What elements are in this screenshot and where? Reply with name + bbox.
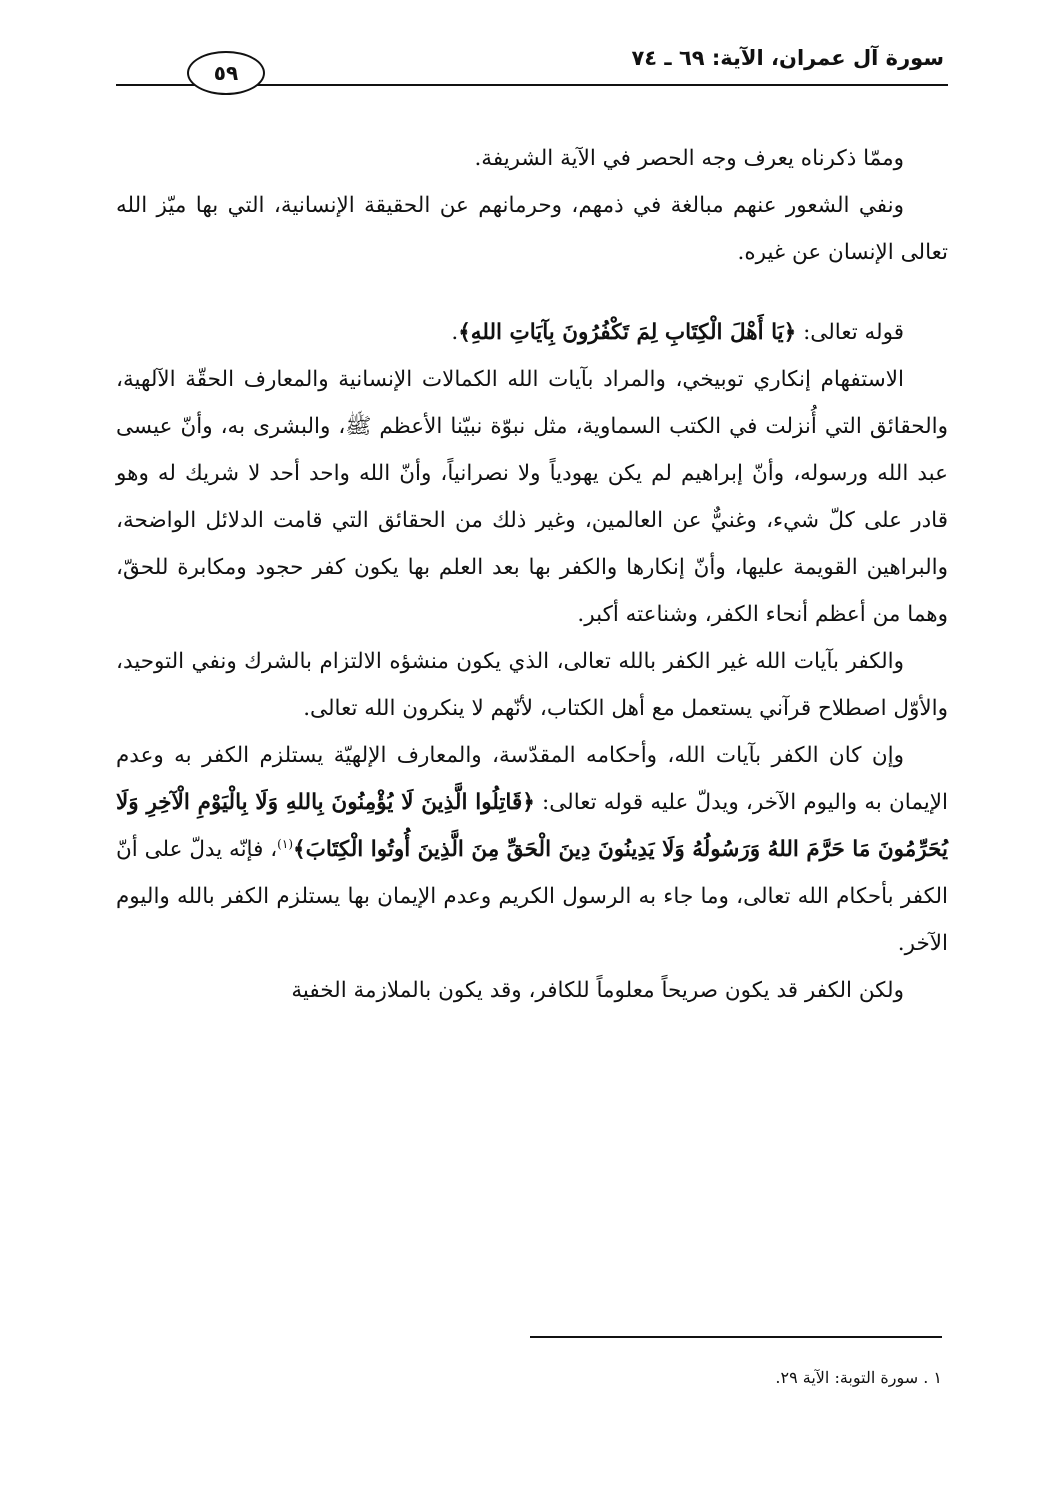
paragraph-6-rest: ، فإنّه يدلّ على أنّ الكفر بأحكام الله تعالى، وما جاء به الرسول الكريم وعدم الإيمان بها يستلزم الكفر بالله واليوم الآخر. xyxy=(116,837,948,956)
page-number: ٥٩ xyxy=(187,51,265,95)
paragraph-4: الاستفهام إنكاري توبيخي، والمراد بآيات الله الكمالات الإنسانية والمعارف الحقّة الآلهية، والحقائق التي أُنزلت في الكتب السماوية، مثل نبوّة نبيّنا الأعظم ﷺ، والبشرى به، وأنّ عيسى عبد الله ورسوله، وأنّ إبراهيم لم يكن يهودياً ولا نصرانياً، وأنّ الله واحد أحد لا شريك له وهو قادر على كلّ شيء، وغنيٌّ عن العالمين، وغير ذلك من الحقائق التي قامت الدلائل الواضحة، والبراهين القويمة عليها، وأنّ إنكارها والكفر بها بعد العلم بها يكون كفر حجود ومكابرة للحقّ، وهما من أعظم أنحاء الكفر، وشناعته أكبر. xyxy=(116,367,948,627)
quran-verse-tawba: ﴿قَاتِلُوا الَّذِينَ لَا يُؤْمِنُونَ بِاللهِ وَلَا بِالْيَوْمِ الْآخِرِ وَلَا يُحَرِّمُونَ مَا حَرَّمَ اللهُ وَرَسُولُهُ وَلَا يَدِينُونَ دِينَ الْحَقِّ مِنَ الَّذِينَ أُوتُوا الْكِتَابَ﴾ xyxy=(116,790,948,862)
paragraph-6 xyxy=(116,732,948,967)
footnote: ١ . سورة التوبة: الآية ٢٩. xyxy=(775,1368,942,1387)
paragraph-5: والكفر بآيات الله غير الكفر بالله تعالى، الذي يكون منشؤه الالتزام بالشرك ونفي التوحيد، والأوّل اصطلاح قرآني يستعمل مع أهل الكتاب، لأنّهم لا ينكرون الله تعالى. xyxy=(116,649,948,721)
verse-heading-lead: قوله تعالى: xyxy=(796,320,904,345)
quran-verse: ﴿يَا أَهْلَ الْكِتَابِ لِمَ تَكْفُرُونَ بِآيَاتِ اللهِ﴾ xyxy=(458,320,797,345)
verse-heading-end: . xyxy=(451,320,459,345)
paragraph-7: ولكن الكفر قد يكون صريحاً معلوماً للكافر، وقد يكون بالملازمة الخفية xyxy=(291,978,904,1003)
paragraph-6-lead: وإن كان الكفر بآيات الله، وأحكامه المقدّسة، والمعارف الإلهيّة يستلزم الكفر به وعدم الإيمان به واليوم الآخر، ويدلّ عليه قوله تعالى: xyxy=(116,743,948,815)
body-text xyxy=(116,135,948,1014)
paragraph-1: وممّا ذكرناه يعرف وجه الحصر في الآية الشريفة. xyxy=(474,146,904,171)
footnote-rule xyxy=(530,1336,942,1338)
paragraph-2: ونفي الشعور عنهم مبالغة في ذمهم، وحرمانهم عن الحقيقة الإنسانية، التي بها ميّز الله تعالى الإنسان عن غيره. xyxy=(116,193,948,265)
running-title: سورة آل عمران، الآية: ٦٩ ـ ٧٤ xyxy=(631,46,944,70)
verse-heading xyxy=(116,309,948,356)
footnote-reference: (١) xyxy=(277,836,293,851)
